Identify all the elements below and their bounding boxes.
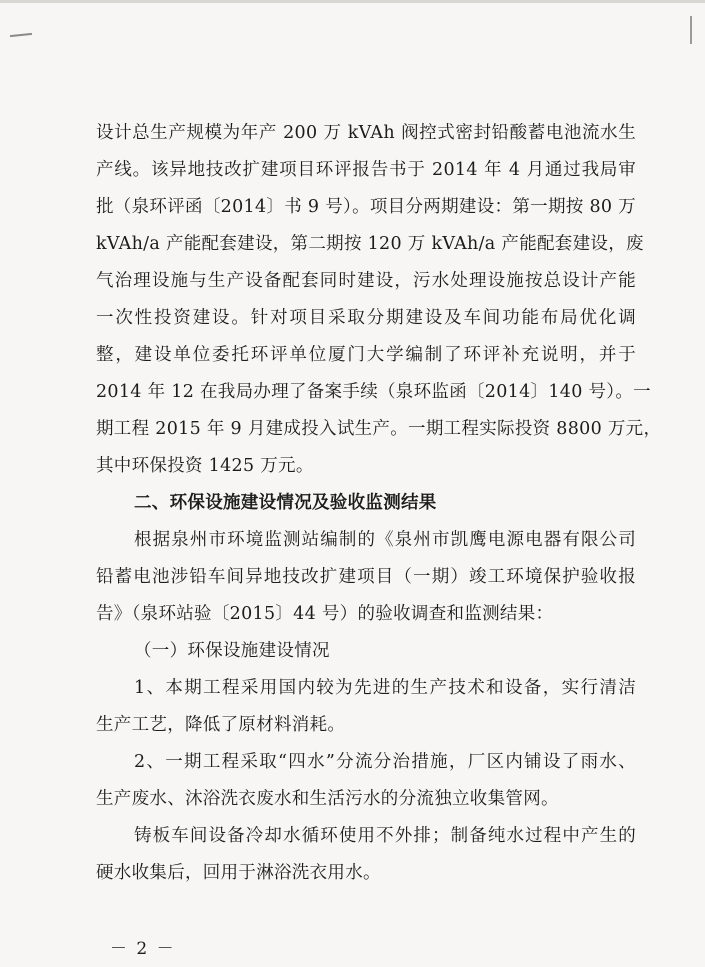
paragraph-line: 2、一期工程采取“四水”分流分治措施，厂区内铺设了雨水、 (134, 752, 636, 772)
paragraph-line: 期工程 2015 年 9 月建成投入试生产。一期工程实际投资 8800 万元， (96, 419, 662, 439)
paragraph-line: 设计总生产规模为年产 200 万 kVAh 阀控式密封铅酸蓄电池流水生 (96, 123, 636, 143)
paragraph-line: 生产工艺，降低了原材料消耗。 (96, 715, 346, 735)
paragraph-line: 告》（泉环站验〔2015〕44 号）的验收调查和监测结果： (96, 604, 554, 624)
paragraph-line: kVAh/a 产能配套建设，第二期按 120 万 kVAh/a 产能配套建设，废 (96, 234, 644, 254)
paragraph-line: 1、本期工程采用国内较为先进的生产技术和设备，实行清洁 (134, 678, 636, 698)
paragraph-line: 批（泉环评函〔2014〕书 9 号）。项目分两期建设：第一期按 80 万 (96, 197, 636, 217)
paragraph-line: 根据泉州市环境监测站编制的《泉州市凯鹰电源电器有限公司 (134, 530, 636, 550)
paragraph-line: 其中环保投资 1425 万元。 (96, 456, 314, 476)
scan-artifact-mark (690, 16, 692, 44)
section-heading: 二、环保设施建设情况及验收监测结果 (134, 493, 437, 513)
paragraph-line: 整，建设单位委托环评单位厦门大学编制了环评补充说明，并于 (96, 345, 636, 365)
page-number: － 2 － (110, 939, 176, 959)
page-top-edge (0, 0, 705, 3)
paragraph-line: 2014 年 12 在我局办理了备案手续（泉环监函〔2014〕140 号）。一 (96, 382, 651, 402)
paragraph-line: 生产废水、沐浴洗衣废水和生活污水的分流独立收集管网。 (96, 789, 559, 809)
subsection-heading: （一）环保设施建设情况 (134, 641, 330, 661)
paragraph-line: 硬水收集后，回用于淋浴洗衣用水。 (96, 863, 381, 883)
paragraph-line: 一次性投资建设。针对项目采取分期建设及车间功能布局优化调 (96, 308, 636, 328)
paragraph-line: 气治理设施与生产设备配套同时建设，污水处理设施按总设计产能 (96, 271, 636, 291)
scan-artifact-mark (10, 33, 32, 37)
paragraph-line: 铅蓄电池涉铅车间异地技改扩建项目（一期）竣工环境保护验收报 (96, 567, 636, 587)
paragraph-line: 铸板车间设备冷却水循环使用不外排；制备纯水过程中产生的 (134, 826, 636, 846)
paragraph-line: 产线。该异地技改扩建项目环评报告书于 2014 年 4 月通过我局审 (96, 160, 636, 180)
